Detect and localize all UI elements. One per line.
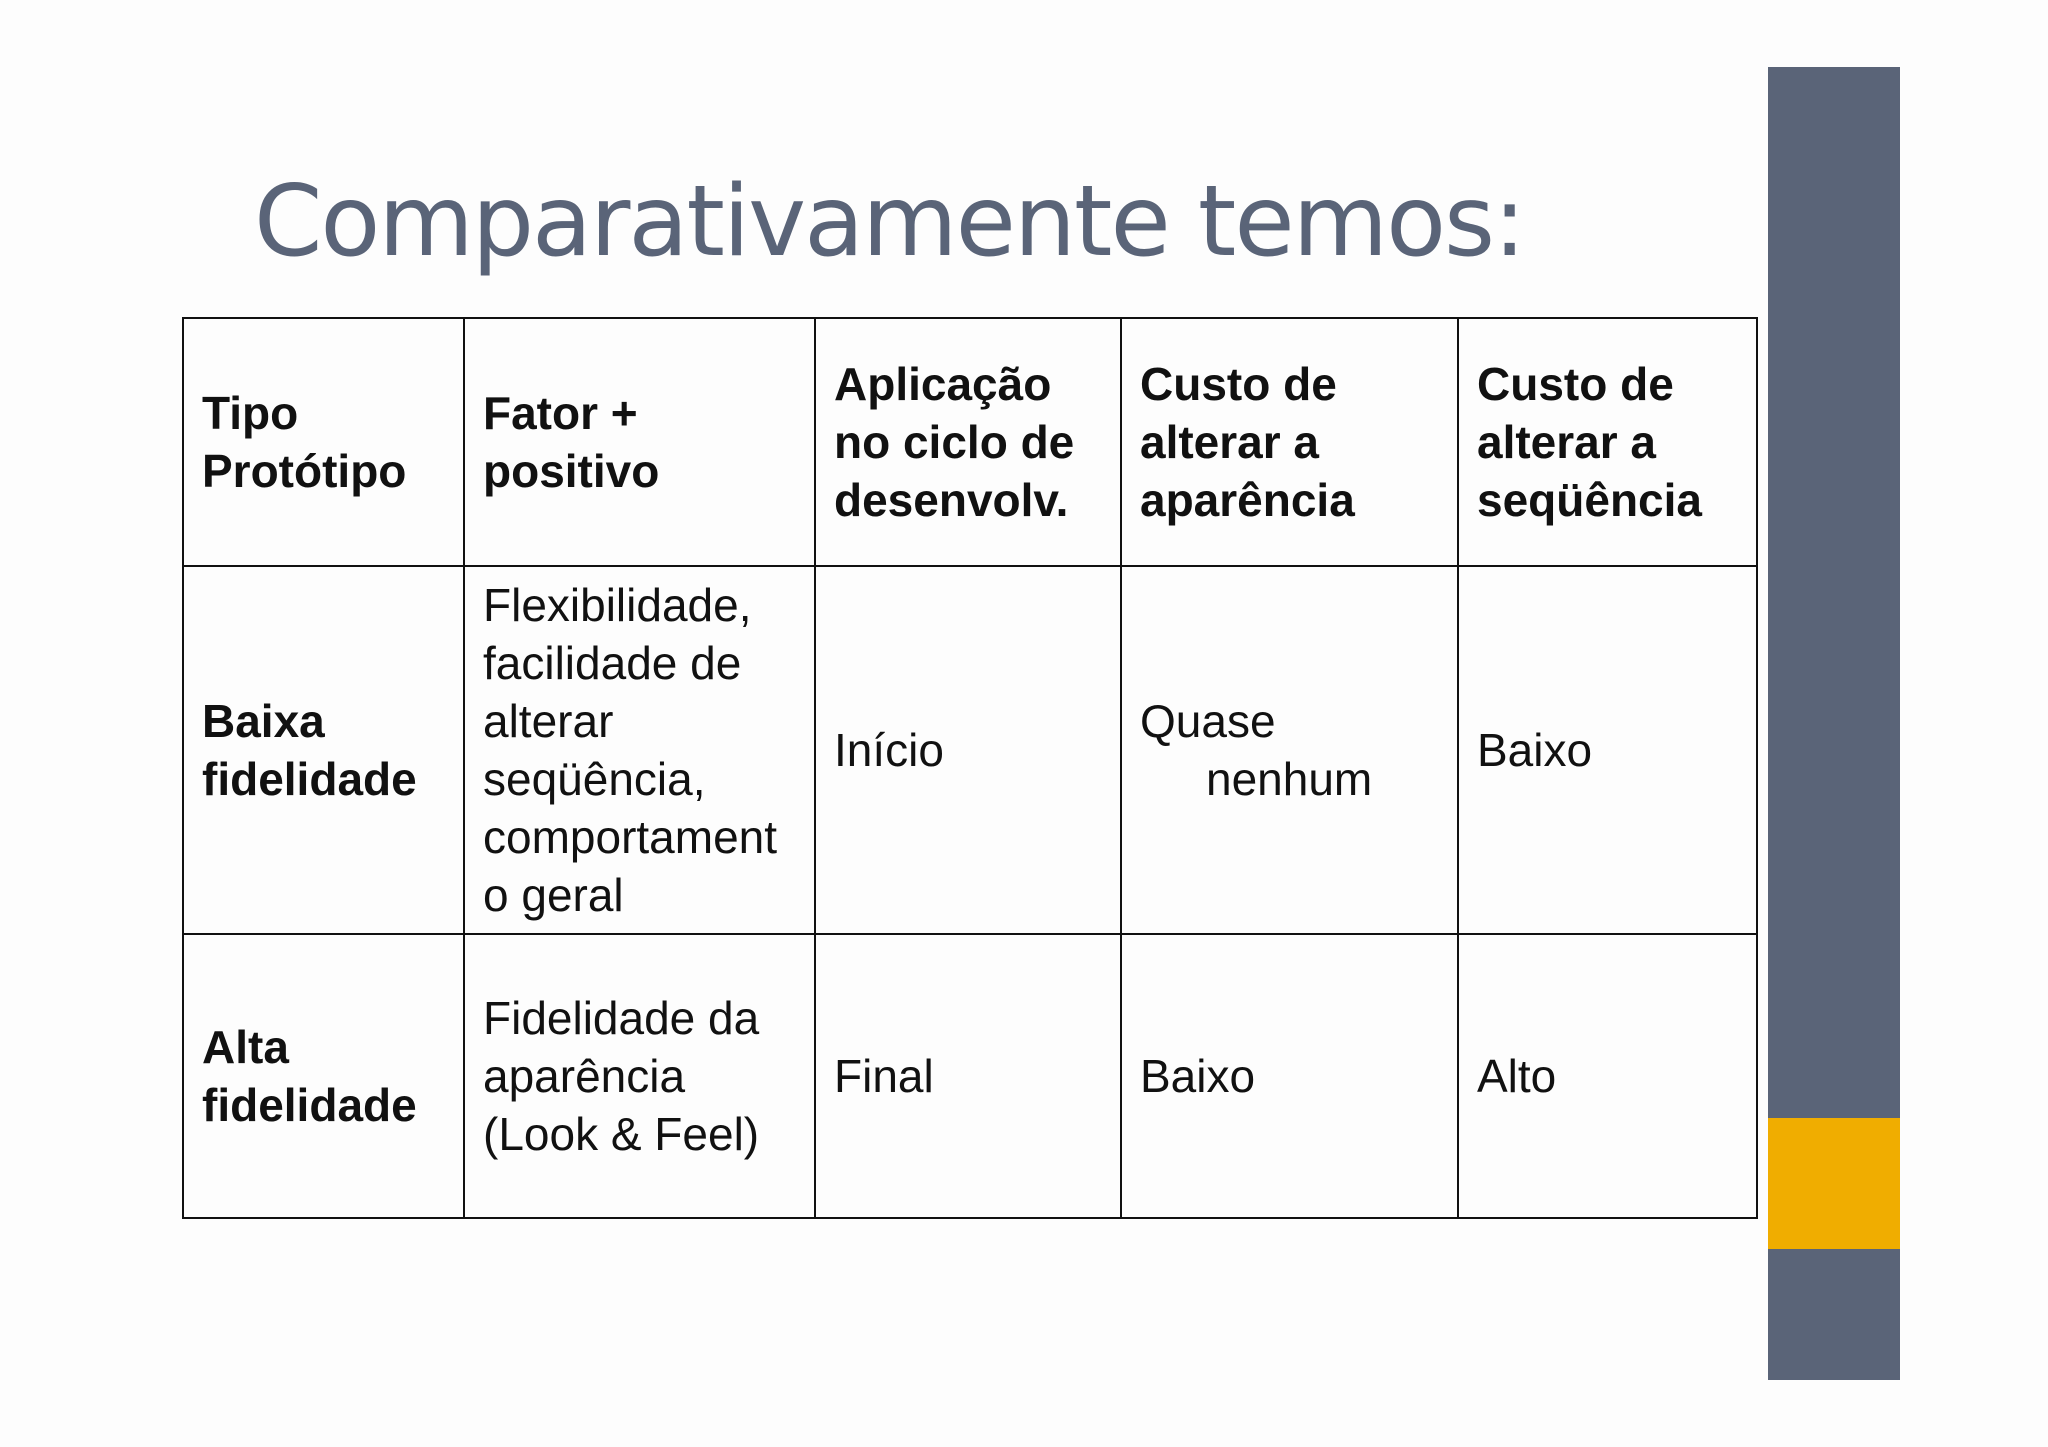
header-custo-aparencia: Custo de alterar a aparência — [1121, 318, 1458, 566]
cell-aplicacao-baixa: Início — [815, 566, 1121, 934]
cell-custo-aparencia-baixa-line1: Quase — [1140, 695, 1276, 747]
table-row-baixa-fidelidade — [183, 566, 1757, 934]
header-fator-positivo: Fator + positivo — [464, 318, 815, 566]
cell-fator-baixa: Flexibilidade, facilidade de alterar seqüência, comportament o geral — [464, 566, 815, 934]
cell-fator-alta: Fidelidade da aparência (Look & Feel) — [464, 934, 815, 1218]
header-tipo-prototipo: Tipo Protótipo — [183, 318, 464, 566]
header-aplicacao-ciclo: Aplicação no ciclo de desenvolv. — [815, 318, 1121, 566]
cell-custo-aparencia-baixa — [1121, 566, 1458, 934]
decorative-accent-block — [1768, 1118, 1900, 1249]
slide-title: Comparativamente temos: — [254, 165, 1525, 279]
comparison-table — [182, 317, 1758, 1219]
cell-custo-sequencia-baixa: Baixo — [1458, 566, 1757, 934]
cell-custo-sequencia-alta: Alto — [1458, 934, 1757, 1218]
cell-tipo-baixa: Baixa fidelidade — [183, 566, 464, 934]
cell-custo-aparencia-baixa-line2: nenhum — [1206, 753, 1373, 805]
cell-aplicacao-alta: Final — [815, 934, 1121, 1218]
table-header-row — [183, 318, 1757, 566]
cell-custo-aparencia-alta: Baixo — [1121, 934, 1458, 1218]
header-custo-sequencia: Custo de alterar a seqüência — [1458, 318, 1757, 566]
cell-tipo-alta: Alta fidelidade — [183, 934, 464, 1218]
table-row-alta-fidelidade — [183, 934, 1757, 1218]
